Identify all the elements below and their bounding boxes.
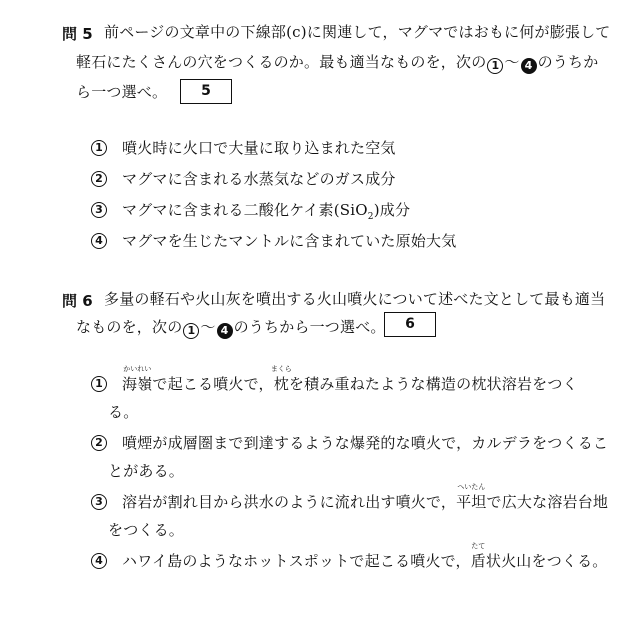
q6-option-3-text-pre: 溶岩が割れ目から洪水のように流れ出す噴火で， — [122, 493, 457, 511]
q6-option-1-text-mid-1: で起こる噴火で， — [152, 375, 274, 393]
q6-option-2-text: 噴煙が成層圏まで到達するような爆発的な噴火で，カルデラをつくるこ — [122, 434, 609, 452]
q6-range-end-number: 4 — [217, 323, 233, 339]
q6-line-2 — [76, 317, 386, 339]
q6-option-3-ruby-reading: へいたん — [457, 483, 486, 491]
q5-option-1-number[interactable]: 1 — [91, 140, 107, 156]
q6-label: 問 6 — [62, 292, 93, 310]
q6-option-3-text — [122, 483, 609, 512]
q5-option-3-number[interactable]: 3 — [91, 202, 107, 218]
q6-option-4-ruby-reading: たて — [471, 542, 486, 550]
q6-option-3-ruby-word — [456, 483, 487, 512]
q6-option-1-ruby-word-2 — [270, 365, 292, 394]
q6-line-1: 多量の軽石や火山灰を噴出する火山噴火について述べた文として最も適当 — [104, 290, 606, 308]
q6-option-1-ruby-base-1: 海嶺 — [122, 375, 153, 393]
q5-option-2-number[interactable]: 2 — [91, 171, 107, 187]
q5-option-1-text: 噴火時に火口で大量に取り込まれた空気 — [122, 139, 396, 157]
q6-option-3-number[interactable]: 3 — [91, 494, 107, 510]
q5-line-3: ら一つ選べ。 — [76, 83, 168, 101]
q5-option-4-text: マグマを生じたマントルに含まれていた原始大気 — [122, 232, 457, 250]
q5-option-3-text-a: マグマに含まれる二酸化ケイ素(SiO — [122, 201, 368, 219]
q6-option-1-ruby-reading-1: かいれい — [123, 365, 152, 373]
q5-option-2-text: マグマに含まれる水蒸気などのガス成分 — [122, 170, 396, 188]
q6-option-3-continuation: をつくる。 — [108, 521, 185, 539]
q5-range-end-number: 4 — [521, 58, 537, 74]
q6-option-1-continuation: る。 — [108, 403, 139, 421]
q6-option-1-ruby-base-2: 枕 — [273, 375, 289, 393]
q6-option-4-number[interactable]: 4 — [91, 553, 107, 569]
q6-line-2-tail: のうちから一つ選べ。 — [233, 318, 386, 336]
q6-option-1-ruby-word-1 — [122, 365, 153, 394]
q6-answer-box[interactable]: 6 — [384, 312, 436, 337]
q5-line-2 — [76, 52, 598, 74]
q6-option-4-ruby-word — [470, 542, 486, 571]
q6-option-4-text-post: 状火山をつくる。 — [485, 552, 608, 570]
q6-option-1-text — [122, 365, 578, 394]
q6-option-3-text-post: で広大な溶岩台地 — [486, 493, 609, 511]
q6-option-2-continuation: とがある。 — [108, 462, 185, 480]
q6-line-2-text: なものを，次の — [76, 318, 183, 336]
q6-option-2-number[interactable]: 2 — [91, 435, 107, 451]
q5-option-3-subscript: 2 — [367, 212, 374, 222]
q6-option-1-number[interactable]: 1 — [91, 376, 107, 392]
q5-option-4-number[interactable]: 4 — [91, 233, 107, 249]
q5-option-3-text — [122, 200, 410, 227]
q6-option-4-text — [122, 542, 608, 571]
q6-option-1-text-mid-2: を積み重ねたような構造の枕状溶岩をつく — [288, 375, 578, 393]
q6-option-4-ruby-base: 盾 — [470, 552, 486, 570]
q5-answer-box[interactable]: 5 — [180, 79, 232, 104]
q5-line-2-text: 軽石にたくさんの穴をつくるのか。最も適当なものを，次の — [76, 53, 487, 71]
q6-option-4-text-pre: ハワイ島のようなホットスポットで起こる噴火で， — [122, 552, 471, 570]
q6-range-start-number: 1 — [183, 323, 199, 339]
q6-range-separator: ～ — [200, 318, 216, 336]
q5-option-3-text-b: )成分 — [373, 201, 411, 219]
q5-line-2-tail: のうちか — [537, 53, 599, 71]
q5-range-separator: ～ — [504, 53, 520, 71]
q5-label: 問 5 — [62, 25, 93, 43]
q6-option-1-ruby-reading-2: まくら — [270, 365, 292, 373]
q5-range-start-number: 1 — [487, 58, 503, 74]
q6-option-3-ruby-base: 平坦 — [456, 493, 487, 511]
q5-line-1: 前ページの文章中の下線部(c)に関連して，マグマではおもに何が膨張して — [104, 23, 611, 41]
